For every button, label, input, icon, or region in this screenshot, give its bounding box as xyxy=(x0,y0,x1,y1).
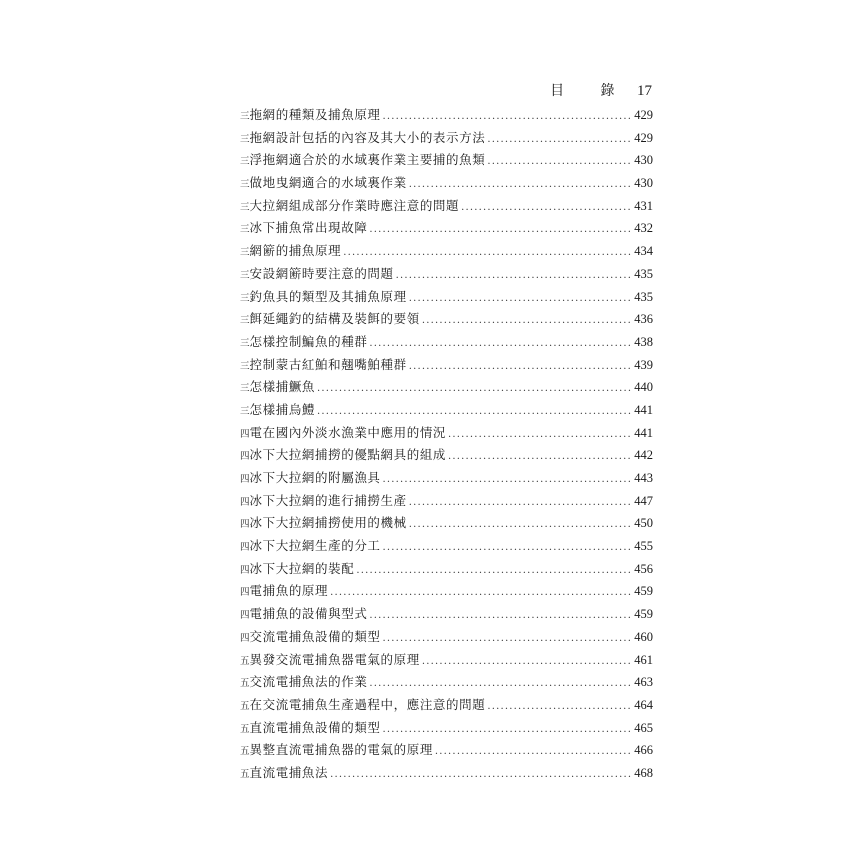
dot-leader xyxy=(461,197,632,218)
toc-entry-number: 四 xyxy=(240,564,249,576)
dot-leader xyxy=(487,129,632,150)
dot-leader xyxy=(369,673,632,694)
dot-leader xyxy=(383,106,633,127)
dot-leader xyxy=(383,469,633,490)
toc-entry[interactable] xyxy=(240,331,653,354)
toc-entry-number: 四 xyxy=(240,519,249,531)
toc-entry[interactable] xyxy=(240,172,653,195)
toc-entry-title: 冰下大拉網的進行捕撈生產 xyxy=(249,492,407,508)
toc-entry-page: 441 xyxy=(634,425,653,440)
toc-entry-number: 五 xyxy=(240,746,249,758)
toc-entry[interactable] xyxy=(240,286,653,309)
toc-entry-page: 459 xyxy=(634,607,653,622)
toc-entry-page: 460 xyxy=(634,629,653,644)
dot-leader xyxy=(448,424,632,445)
toc-entry-title: 冰下捕魚常出現故障 xyxy=(249,220,368,236)
table-of-contents xyxy=(240,104,653,785)
toc-entry-title: 冰下大拉網的裝配 xyxy=(249,560,355,576)
toc-entry-page: 463 xyxy=(634,675,653,690)
toc-entry-page: 431 xyxy=(634,198,653,213)
toc-entry[interactable] xyxy=(240,762,653,785)
toc-entry-title: 電在國內外淡水漁業中應用的情況 xyxy=(249,424,447,440)
toc-entry-page: 466 xyxy=(634,743,653,758)
toc-entry-number: 三 xyxy=(240,179,249,191)
toc-entry[interactable] xyxy=(240,104,653,127)
toc-entry-number: 三 xyxy=(240,247,249,259)
toc-entry-title: 直流電捕魚設備的類型 xyxy=(249,719,381,735)
toc-entry[interactable] xyxy=(240,149,653,172)
dot-leader xyxy=(396,265,633,286)
toc-entry[interactable] xyxy=(240,603,653,626)
toc-entry[interactable] xyxy=(240,558,653,581)
toc-entry-number: 四 xyxy=(240,451,249,463)
toc-entry-page: 438 xyxy=(634,334,653,349)
dot-leader xyxy=(422,310,632,331)
toc-entry-title: 大拉網組成部分作業時應注意的問題 xyxy=(249,197,460,213)
toc-entry[interactable] xyxy=(240,195,653,218)
toc-entry-page: 464 xyxy=(634,697,653,712)
toc-entry-number: 五 xyxy=(240,768,249,780)
toc-entry-title: 網簖的捕魚原理 xyxy=(249,243,342,259)
toc-entry[interactable] xyxy=(240,649,653,672)
toc-entry-number: 三 xyxy=(240,156,249,168)
toc-entry[interactable] xyxy=(240,717,653,740)
toc-entry-title: 怎樣捕鱖魚 xyxy=(249,379,316,395)
toc-entry-number: 五 xyxy=(240,678,249,690)
toc-entry-title: 拖網設計包括的內容及其大小的表示方法 xyxy=(249,129,486,145)
toc-entry-page: 440 xyxy=(634,380,653,395)
toc-entry-page: 435 xyxy=(634,289,653,304)
dot-leader xyxy=(422,651,632,672)
toc-entry-title: 交流電捕魚設備的類型 xyxy=(249,628,381,644)
toc-entry-page: 429 xyxy=(634,108,653,122)
toc-entry[interactable] xyxy=(240,512,653,535)
toc-entry-title: 做地曳網適合的水域裏作業 xyxy=(249,175,407,191)
toc-entry-number: 三 xyxy=(240,201,249,213)
dot-leader xyxy=(343,242,632,263)
toc-entry-number: 三 xyxy=(240,224,249,236)
toc-entry-title: 電捕魚的原理 xyxy=(249,583,329,599)
toc-entry-title: 冰下大拉網捕撈使用的機械 xyxy=(249,515,407,531)
toc-entry-title: 冰下大拉網捕撈的優點網具的組成 xyxy=(249,447,447,463)
toc-entry-number: 四 xyxy=(240,632,249,644)
dot-leader xyxy=(369,219,632,240)
toc-entry-title: 控制蒙古紅鮊和翹嘴鮊種群 xyxy=(249,356,407,372)
toc-entry[interactable] xyxy=(240,739,653,762)
toc-entry-number: 四 xyxy=(240,474,249,485)
toc-entry-number: 四 xyxy=(240,587,249,599)
dot-leader xyxy=(409,288,633,309)
toc-entry[interactable] xyxy=(240,580,653,603)
toc-entry-title: 冰下大拉網生產的分工 xyxy=(249,538,381,554)
dot-leader xyxy=(409,514,633,535)
toc-entry-page: 468 xyxy=(634,765,653,780)
toc-entry[interactable] xyxy=(240,694,653,717)
toc-entry-title: 釣魚具的類型及其捕魚原理 xyxy=(249,288,407,304)
dot-leader xyxy=(383,719,633,740)
toc-entry-number: 三 xyxy=(240,383,249,395)
toc-entry-title: 安設網簖時要注意的問題 xyxy=(249,265,394,281)
dot-leader xyxy=(330,582,632,603)
dot-leader xyxy=(369,333,632,354)
toc-entry-page: 434 xyxy=(634,244,653,259)
toc-entry-page: 459 xyxy=(634,584,653,599)
toc-entry[interactable] xyxy=(240,422,653,445)
toc-entry[interactable] xyxy=(240,399,653,422)
dot-leader xyxy=(409,174,633,195)
dot-leader xyxy=(409,492,633,513)
toc-entry-number: 三 xyxy=(240,133,249,145)
toc-entry-page: 430 xyxy=(634,153,653,168)
toc-entry-title: 異發交流電捕魚器電氣的原理 xyxy=(249,651,420,667)
toc-entry-number: 四 xyxy=(240,496,249,508)
toc-entry[interactable] xyxy=(240,626,653,649)
toc-entry-page: 456 xyxy=(634,561,653,576)
toc-entry-number: 五 xyxy=(240,655,249,667)
dot-leader xyxy=(487,151,632,172)
dot-leader xyxy=(356,560,632,581)
dot-leader xyxy=(448,446,632,467)
dot-leader xyxy=(317,401,632,422)
toc-entry[interactable] xyxy=(240,308,653,331)
toc-entry-number: 三 xyxy=(240,405,249,417)
toc-entry[interactable] xyxy=(240,467,653,490)
toc-entry-number: 三 xyxy=(240,315,249,327)
toc-entry-page: 443 xyxy=(634,471,653,485)
toc-entry[interactable] xyxy=(240,240,653,263)
page-header xyxy=(550,80,652,100)
toc-entry[interactable] xyxy=(240,490,653,513)
toc-entry-page: 455 xyxy=(634,539,653,554)
toc-entry-page: 429 xyxy=(634,130,653,145)
header-title: 目 錄 xyxy=(550,83,631,99)
toc-entry-number: 三 xyxy=(240,111,249,122)
toc-entry-page: 442 xyxy=(634,448,653,463)
dot-leader xyxy=(383,537,633,558)
toc-entry-number: 三 xyxy=(240,292,249,304)
toc-entry[interactable] xyxy=(240,354,653,377)
dot-leader xyxy=(317,378,632,399)
toc-entry[interactable] xyxy=(240,444,653,467)
toc-entry[interactable] xyxy=(240,671,653,694)
toc-entry-page: 436 xyxy=(634,312,653,327)
dot-leader xyxy=(435,741,632,762)
toc-entry[interactable] xyxy=(240,535,653,558)
toc-entry-number: 四 xyxy=(240,428,249,440)
toc-entry-title: 怎樣捕烏鱧 xyxy=(249,401,316,417)
toc-entry-title: 怎樣控制鯿魚的種群 xyxy=(249,333,368,349)
toc-entry-title: 拖網的種類及捕魚原理 xyxy=(249,107,381,122)
toc-entry-page: 432 xyxy=(634,221,653,236)
toc-entry-number: 四 xyxy=(240,542,249,554)
toc-entry-page: 430 xyxy=(634,176,653,191)
dot-leader xyxy=(487,696,632,717)
dot-leader xyxy=(383,628,633,649)
dot-leader xyxy=(369,605,632,626)
toc-entry-page: 435 xyxy=(634,266,653,281)
dot-leader xyxy=(409,356,633,377)
toc-entry[interactable] xyxy=(240,127,653,150)
toc-entry-title: 直流電捕魚法 xyxy=(249,764,329,780)
toc-entry[interactable] xyxy=(240,217,653,240)
dot-leader xyxy=(330,764,632,785)
toc-entry-number: 五 xyxy=(240,700,249,712)
toc-entry-page: 447 xyxy=(634,493,653,508)
toc-entry[interactable] xyxy=(240,263,653,286)
toc-entry-number: 四 xyxy=(240,610,249,622)
toc-entry-title: 在交流電捕魚生產過程中，應注意的問題 xyxy=(249,696,486,712)
toc-entry-page: 465 xyxy=(634,720,653,735)
toc-entry-title: 交流電捕魚法的作業 xyxy=(249,674,368,690)
header-page-number: 17 xyxy=(637,83,652,99)
toc-entry-page: 441 xyxy=(634,402,653,417)
toc-entry-title: 冰下大拉網的附屬漁具 xyxy=(249,470,381,485)
toc-entry-number: 三 xyxy=(240,337,249,349)
toc-entry-page: 439 xyxy=(634,357,653,372)
toc-entry-title: 浮拖網適合於的水域裏作業主要捕的魚類 xyxy=(249,152,486,168)
toc-entry[interactable] xyxy=(240,376,653,399)
toc-entry-page: 461 xyxy=(634,652,653,667)
toc-entry-page: 450 xyxy=(634,516,653,531)
toc-entry-title: 電捕魚的設備與型式 xyxy=(249,606,368,622)
toc-entry-number: 三 xyxy=(240,360,249,372)
toc-entry-title: 餌延繩釣的結構及裝餌的要領 xyxy=(249,311,420,327)
toc-entry-title: 異整直流電捕魚器的電氣的原理 xyxy=(249,742,433,758)
toc-entry-number: 三 xyxy=(240,269,249,281)
toc-entry-number: 五 xyxy=(240,723,249,735)
